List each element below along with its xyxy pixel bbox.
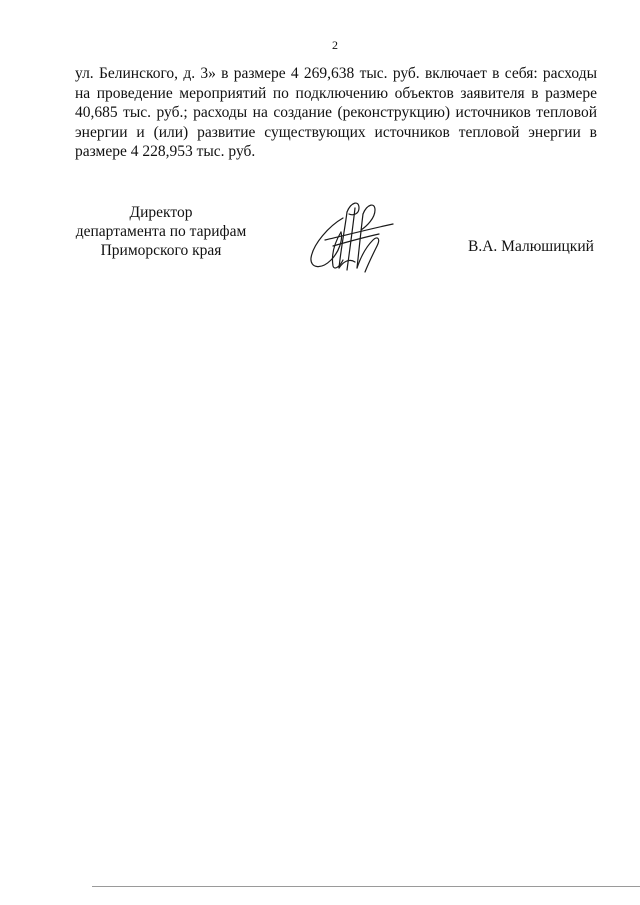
- signatory-title-line-1: Директор: [129, 204, 193, 221]
- signatory-title-line-3: Приморского края: [100, 242, 222, 259]
- handwritten-signature: [303, 196, 399, 274]
- signatory-name: В.А. Малюшицкий: [468, 238, 594, 255]
- signatory-title: [66, 203, 256, 260]
- body-paragraph: ул. Белинского, д. 3» в размере 4 269,638 тыс. руб. включает в себя: расходы на проведение мероприятий по подключению объектов заявителя в размере 40,685 тыс. руб.; расходы на создание (реконструкцию) источников тепловой энергии и (или) развитие существующих источников тепловой энергии в размере 4 228,953 тыс. руб.: [75, 65, 597, 160]
- signatory-title-line-2: департамента по тарифам: [75, 223, 247, 240]
- page-number: 2: [332, 38, 338, 52]
- scan-edge-line: [92, 886, 640, 887]
